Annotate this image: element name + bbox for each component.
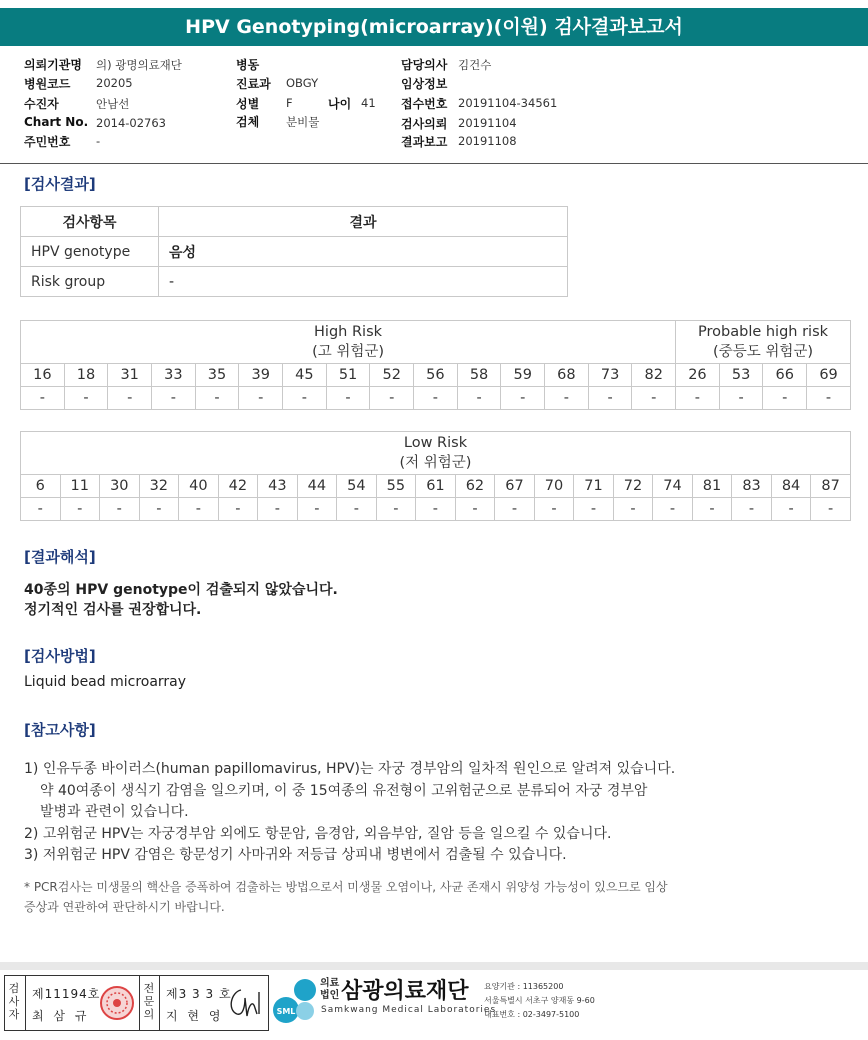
genotype-result-cell: - — [139, 498, 179, 521]
field-label: 수진자 — [24, 97, 59, 111]
genotype-row — [21, 475, 851, 498]
genotype-cell: 62 — [455, 475, 495, 498]
genotype-cell: 52 — [370, 364, 414, 387]
genotype-result-cell: - — [414, 387, 458, 410]
signature-box — [4, 975, 269, 1031]
field-label: 나이 — [328, 97, 352, 111]
low-risk-subtitle: (저 위험군) — [399, 455, 472, 471]
genotype-result-row — [21, 387, 851, 410]
genotype-result-cell: - — [152, 387, 196, 410]
row-item: HPV genotype — [21, 237, 159, 267]
header-row — [24, 56, 82, 73]
genotype-result-cell: - — [21, 387, 65, 410]
specialist-name: 지 현 영 — [166, 1009, 224, 1023]
genotype-cell: 72 — [613, 475, 653, 498]
field-value: - — [96, 134, 101, 148]
specialist-license: 제3 3 3 호 — [166, 987, 232, 1001]
column-header-item: 검사항목 — [21, 207, 159, 237]
genotype-cell: 58 — [457, 364, 501, 387]
genotype-result-cell: - — [283, 387, 327, 410]
pcr-line: * PCR검사는 미생물의 핵산을 증폭하여 검출하는 방법으로서 미생물 오염이나, 사균 존재시 위양성 가능성이 있으므로 임상 — [24, 880, 668, 894]
specialist-label: 전 문 의 — [143, 982, 155, 1021]
genotype-result-cell: - — [545, 387, 589, 410]
genotype-cell: 33 — [152, 364, 196, 387]
genotype-result-cell: - — [732, 498, 772, 521]
org-prefix-line: 법인 — [320, 990, 340, 1001]
table-row — [21, 267, 568, 297]
genotype-cell: 84 — [771, 475, 811, 498]
genotype-cell: 43 — [258, 475, 298, 498]
genotype-cell: 51 — [326, 364, 370, 387]
genotype-cell: 83 — [732, 475, 772, 498]
interpretation-line: 40종의 HPV genotype이 검출되지 않았습니다. — [24, 582, 338, 598]
genotype-result-cell: - — [807, 387, 851, 410]
field-value: 의) 광명의료재단 — [96, 58, 182, 72]
genotype-result-cell: - — [588, 387, 632, 410]
pcr-disclaimer — [24, 877, 668, 917]
sml-logo-icon — [271, 975, 321, 1027]
genotype-result-cell: - — [179, 498, 219, 521]
genotype-result-cell: - — [811, 498, 851, 521]
genotype-result-row — [21, 498, 851, 521]
field-value: OBGY — [286, 76, 319, 90]
genotype-cell: 69 — [807, 364, 851, 387]
genotype-result-cell: - — [763, 387, 807, 410]
genotype-result-cell: - — [632, 387, 676, 410]
genotype-result-cell: - — [771, 498, 811, 521]
field-value: 41 — [361, 96, 376, 110]
section-interpretation-heading: [결과해석] — [24, 548, 96, 566]
field-label: 검체 — [236, 115, 260, 129]
field-value: 20191104 — [458, 116, 517, 130]
org-english-name: Samkwang Medical Laboratories — [321, 1005, 497, 1015]
divider — [25, 976, 26, 1030]
genotype-cell: 26 — [676, 364, 720, 387]
field-label: 검사의뢰 — [401, 117, 448, 131]
genotype-result-cell: - — [376, 498, 416, 521]
genotype-cell: 31 — [108, 364, 152, 387]
genotype-result-cell: - — [195, 387, 239, 410]
field-value: 안남선 — [96, 97, 130, 111]
header-divider — [0, 163, 868, 164]
genotype-result-cell: - — [676, 387, 720, 410]
genotype-result-cell: - — [258, 498, 298, 521]
genotype-cell: 66 — [763, 364, 807, 387]
genotype-row — [21, 364, 851, 387]
field-label: 주민번호 — [24, 135, 71, 149]
low-risk-genotype-table — [20, 431, 851, 521]
field-value: 20191108 — [458, 134, 517, 148]
table-header-row — [21, 207, 568, 237]
genotype-cell: 70 — [534, 475, 574, 498]
divider — [139, 976, 140, 1030]
genotype-cell: 87 — [811, 475, 851, 498]
genotype-result-cell: - — [239, 387, 283, 410]
genotype-result-cell: - — [692, 498, 732, 521]
genotype-cell: 16 — [21, 364, 65, 387]
genotype-cell: 11 — [60, 475, 100, 498]
genotype-cell: 18 — [64, 364, 108, 387]
field-value: F — [286, 96, 293, 110]
genotype-result-cell: - — [416, 498, 456, 521]
org-prefix — [320, 978, 339, 1002]
high-risk-subtitle: (고 위험군) — [312, 344, 385, 360]
field-value: 20191104-34561 — [458, 96, 558, 110]
genotype-cell: 40 — [179, 475, 219, 498]
genotype-cell: 42 — [218, 475, 258, 498]
genotype-result-cell: - — [64, 387, 108, 410]
field-label: 병원코드 — [24, 77, 71, 91]
genotype-result-cell: - — [495, 498, 535, 521]
field-label: 병동 — [236, 58, 260, 72]
row-result: 음성 — [159, 237, 568, 267]
genotype-cell: 74 — [653, 475, 693, 498]
field-label: 접수번호 — [401, 97, 448, 111]
genotype-cell: 73 — [588, 364, 632, 387]
genotype-result-cell: - — [574, 498, 614, 521]
org-name: 삼광의료재단 — [341, 979, 469, 1004]
org-prefix-line: 의료 — [320, 978, 340, 989]
probable-high-risk-header — [676, 321, 851, 364]
table-row — [21, 237, 568, 267]
genotype-cell: 81 — [692, 475, 732, 498]
interpretation-line: 정기적인 검사를 권장합니다. — [24, 602, 202, 618]
note-line: 1) 인유두종 바이러스(human papillomavirus, HPV)는 자궁 경부암의 일차적 원인으로 알려져 있습니다. — [24, 761, 676, 777]
genotype-result-cell: - — [218, 498, 258, 521]
field-label: 담당의사 — [401, 58, 448, 72]
genotype-result-cell: - — [60, 498, 100, 521]
interpretation-text — [24, 580, 338, 620]
genotype-result-cell: - — [719, 387, 763, 410]
genotype-result-cell: - — [455, 498, 495, 521]
low-risk-header — [21, 432, 851, 475]
high-risk-genotype-table — [20, 320, 851, 410]
genotype-result-cell: - — [370, 387, 414, 410]
divider — [159, 976, 160, 1030]
genotype-cell: 39 — [239, 364, 283, 387]
field-value: 분비물 — [286, 115, 320, 129]
field-label: 진료과 — [236, 77, 271, 91]
genotype-cell: 71 — [574, 475, 614, 498]
probable-high-risk-subtitle: (중등도 위험군) — [713, 344, 814, 360]
genotype-cell: 35 — [195, 364, 239, 387]
field-label: 임상정보 — [401, 77, 448, 91]
genotype-cell: 30 — [100, 475, 140, 498]
genotype-result-cell: - — [534, 498, 574, 521]
genotype-cell: 53 — [719, 364, 763, 387]
genotype-result-cell: - — [653, 498, 693, 521]
genotype-result-cell: - — [100, 498, 140, 521]
field-label: Chart No. — [24, 115, 89, 129]
genotype-result-cell: - — [613, 498, 653, 521]
genotype-result-cell: - — [297, 498, 337, 521]
logo-mark-text: SML — [276, 1007, 296, 1016]
note-line: 약 40여종이 생식기 감염을 일으키며, 이 중 15여종의 유전형이 고위험군으로 분류되어 자궁 경부암 — [40, 782, 648, 799]
note-line: 발병과 관련이 있습니다. — [40, 804, 189, 820]
field-value: 2014-02763 — [96, 116, 166, 130]
examiner-license: 제11194호 — [32, 987, 101, 1001]
probable-high-risk-title: Probable high risk — [698, 324, 829, 340]
genotype-cell: 82 — [632, 364, 676, 387]
field-label: 결과보고 — [401, 135, 448, 149]
field-value: 김건수 — [458, 58, 492, 72]
genotype-result-cell: - — [108, 387, 152, 410]
field-label: 성별 — [236, 97, 260, 111]
high-risk-header — [21, 321, 676, 364]
footer-divider — [0, 962, 868, 970]
examiner-label: 검 사 자 — [8, 982, 20, 1021]
field-label: 의뢰기관명 — [24, 58, 82, 72]
org-contact — [484, 980, 595, 1022]
field-value: 20205 — [96, 76, 133, 90]
org-contact-line: 대표번호 : 02-3497-5100 — [484, 1010, 580, 1019]
method-text: Liquid bead microarray — [24, 674, 187, 690]
row-item: Risk group — [21, 267, 159, 297]
genotype-cell: 44 — [297, 475, 337, 498]
genotype-result-cell: - — [21, 498, 61, 521]
genotype-result-cell: - — [457, 387, 501, 410]
genotype-cell: 67 — [495, 475, 535, 498]
genotype-result-cell: - — [501, 387, 545, 410]
genotype-cell: 55 — [376, 475, 416, 498]
genotype-result-cell: - — [326, 387, 370, 410]
org-contact-line: 서울특별시 서초구 양재동 9-60 — [484, 996, 595, 1005]
note-line: 2) 고위험군 HPV는 자궁경부암 외에도 항문암, 음경암, 외음부암, 질암 등을 일으킬 수 있습니다. — [24, 825, 612, 842]
genotype-result-cell: - — [337, 498, 377, 521]
genotype-cell: 59 — [501, 364, 545, 387]
row-result: - — [159, 267, 568, 297]
section-method-heading: [검사방법] — [24, 647, 96, 665]
section-result-heading: [검사결과] — [24, 175, 96, 193]
note-line: 3) 저위험군 HPV 감염은 항문성기 사마귀와 저등급 상피내 병변에서 검출될 수 있습니다. — [24, 847, 567, 863]
section-reference-heading: [참고사항] — [24, 721, 96, 739]
result-table — [20, 206, 568, 297]
genotype-cell: 45 — [283, 364, 327, 387]
examiner-name: 최 삼 규 — [32, 1009, 90, 1023]
low-risk-title: Low Risk — [403, 435, 468, 451]
genotype-cell: 32 — [139, 475, 179, 498]
org-contact-line: 요양기관 : 11365200 — [484, 982, 564, 991]
report-title: HPV Genotyping(microarray)(이원) 검사결과보고서 — [0, 8, 868, 46]
high-risk-title: High Risk — [314, 324, 383, 340]
reference-notes — [24, 759, 675, 867]
column-header-result: 결과 — [159, 207, 568, 237]
genotype-cell: 61 — [416, 475, 456, 498]
specialist-signature — [223, 984, 263, 1022]
genotype-cell: 54 — [337, 475, 377, 498]
examiner-seal — [99, 985, 135, 1021]
genotype-cell: 68 — [545, 364, 589, 387]
genotype-cell: 6 — [21, 475, 61, 498]
pcr-line: 증상과 연관하여 판단하시기 바랍니다. — [24, 900, 225, 914]
genotype-cell: 56 — [414, 364, 458, 387]
